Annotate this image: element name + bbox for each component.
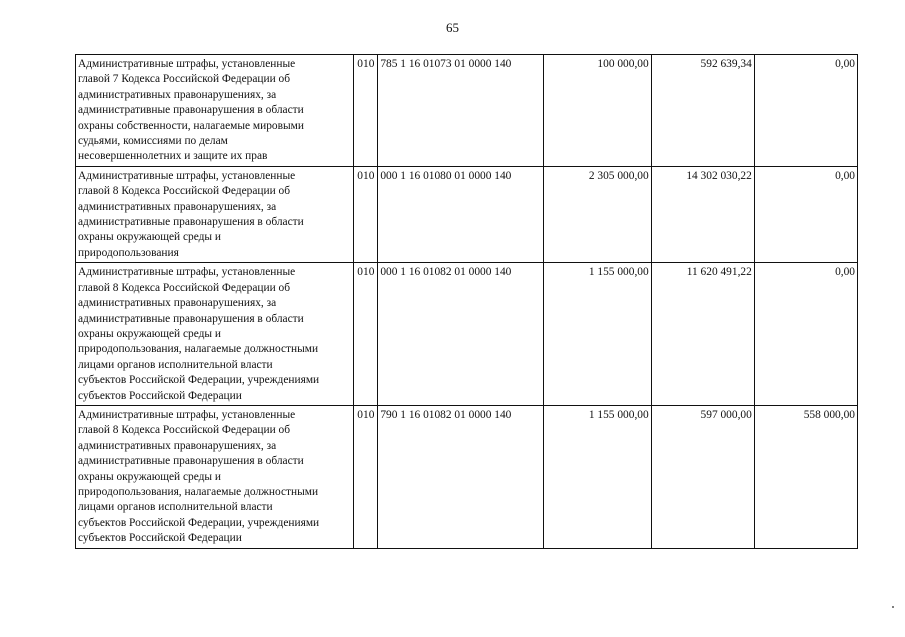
row-name-line: природопользования	[78, 246, 179, 259]
table-row	[76, 263, 858, 406]
row-name-line: главой 8 Кодекса Российской Федерации об	[78, 185, 291, 198]
row-value-1: 1 155 000,00	[543, 263, 651, 406]
page-number: 65	[446, 20, 459, 35]
row-name-line: Административные штрафы, установленные	[78, 169, 296, 182]
row-line-code: 010	[354, 405, 378, 548]
row-line-code: 010	[354, 263, 378, 406]
row-name-line: административных правонарушениях, за	[78, 200, 277, 213]
row-name-line: административные правонарушения в области	[78, 216, 304, 229]
row-name-line: административные правонарушения в области	[78, 455, 304, 468]
table-body	[76, 55, 858, 549]
row-name-line: судьями, комиссиями по делам	[78, 135, 228, 148]
row-name-cell	[76, 263, 354, 406]
row-line-code: 010	[354, 55, 378, 167]
row-value-1: 2 305 000,00	[543, 166, 651, 262]
row-value-2: 592 639,34	[651, 55, 754, 167]
row-name-cell	[76, 166, 354, 262]
row-name-line: главой 8 Кодекса Российской Федерации об	[78, 424, 291, 437]
row-name-line: субъектов Российской Федерации	[78, 389, 242, 402]
revenue-table	[75, 54, 858, 549]
row-name-line: охраны собственности, налагаемые мировыми	[78, 119, 304, 132]
row-value-3: 0,00	[754, 55, 857, 167]
row-name-line: административных правонарушениях, за	[78, 88, 277, 101]
row-name-line: несовершеннолетних и защите их прав	[78, 150, 268, 163]
row-name-line: административные правонарушения в области	[78, 104, 304, 117]
row-value-2: 597 000,00	[651, 405, 754, 548]
row-value-1: 100 000,00	[543, 55, 651, 167]
row-budget-code: 790 1 16 01082 01 0000 140	[378, 405, 543, 548]
row-name-line: природопользования, налагаемые должностными	[78, 485, 319, 498]
row-line-code: 010	[354, 166, 378, 262]
row-name-line: субъектов Российской Федерации, учреждениями	[78, 516, 320, 529]
row-name-line: Административные штрафы, установленные	[78, 266, 296, 279]
row-name-cell	[76, 405, 354, 548]
table-row	[76, 166, 858, 262]
row-value-3: 0,00	[754, 263, 857, 406]
table-row	[76, 55, 858, 167]
row-name-line: лицами органов исполнительной власти	[78, 358, 273, 371]
row-value-2: 11 620 491,22	[651, 263, 754, 406]
row-value-2: 14 302 030,22	[651, 166, 754, 262]
row-name-line: лицами органов исполнительной власти	[78, 501, 273, 514]
row-name-line: охраны окружающей среды и	[78, 470, 222, 483]
row-name-line: Административные штрафы, установленные	[78, 58, 296, 70]
row-name-line: главой 8 Кодекса Российской Федерации об	[78, 281, 291, 294]
row-name-line: субъектов Российской Федерации	[78, 532, 242, 545]
row-name-line: природопользования, налагаемые должностными	[78, 343, 319, 356]
row-name-line: субъектов Российской Федерации, учреждениями	[78, 374, 320, 387]
row-name-cell	[76, 55, 354, 167]
row-value-1: 1 155 000,00	[543, 405, 651, 548]
row-budget-code: 000 1 16 01080 01 0000 140	[378, 166, 543, 262]
row-name-line: охраны окружающей среды и	[78, 231, 222, 244]
row-name-line: Административные штрафы, установленные	[78, 408, 296, 421]
row-value-3: 558 000,00	[754, 405, 857, 548]
table-row	[76, 405, 858, 548]
row-budget-code: 785 1 16 01073 01 0000 140	[378, 55, 543, 167]
scan-artifact-dot	[892, 606, 894, 608]
row-budget-code: 000 1 16 01082 01 0000 140	[378, 263, 543, 406]
row-name-line: административных правонарушениях, за	[78, 297, 277, 310]
row-name-line: охраны окружающей среды и	[78, 327, 222, 340]
row-name-line: административные правонарушения в области	[78, 312, 304, 325]
row-name-line: административных правонарушениях, за	[78, 439, 277, 452]
row-name-line: главой 7 Кодекса Российской Федерации об	[78, 73, 291, 86]
row-value-3: 0,00	[754, 166, 857, 262]
